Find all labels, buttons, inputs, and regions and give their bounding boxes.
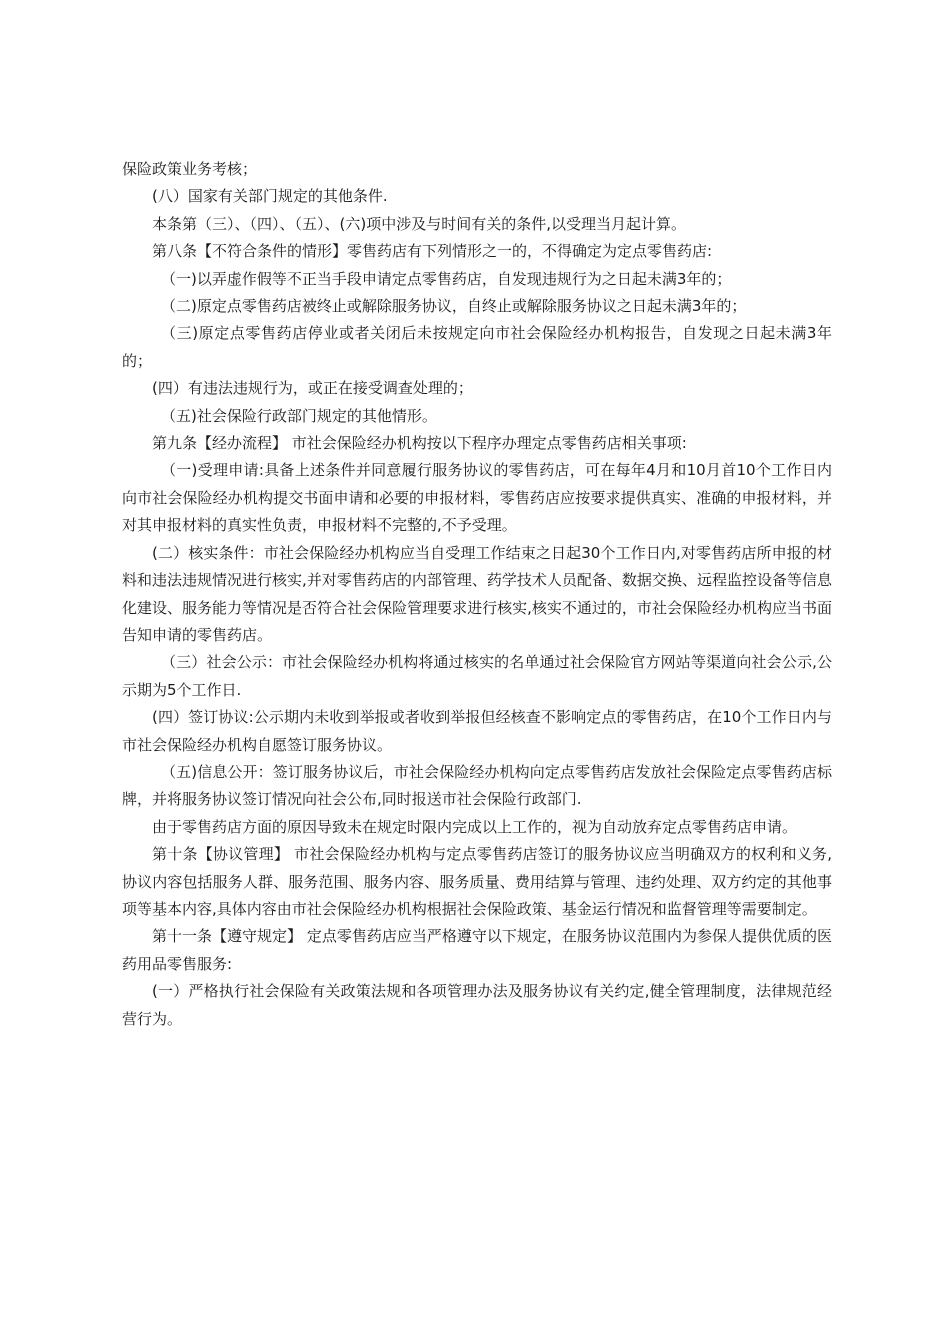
paragraph-continuation: 保险政策业务考核； [122, 160, 258, 178]
document-body [122, 156, 832, 1033]
paragraph-article-9-closing: 由于零售药店方面的原因导致未在规定时限内完成以上工作的，视为自动放弃定点零售药店申请。 [152, 817, 798, 836]
paragraph-article-9-item-2: (二）核实条件：市社会保险经办机构应当自受理工作结束之日起30个工作日内,对零售药店所申报的材料和违法违规情况进行核实,并对零售药店的内部管理、药学技术人员配备、数据交换、远程监控设备等信息化建设、服务能力等情况是否符合社会保险管理要求进行核实,核实不通过的，市社会保险经办机构应当书面告知申请的零售药店。 [122, 543, 832, 644]
paragraph-article-10: 第十条【协议管理】 市社会保险经办机构与定点零售药店签订的服务协议应当明确双方的权利和义务,协议内容包括服务人群、服务范围、服务内容、服务质量、费用结算与管理、违约处理、双方约定的其他事项等基本内容,具体内容由市社会保险经办机构根据社会保险政策、基金运行情况和监督管理等需要制定。 [122, 845, 832, 918]
paragraph-article-8-item-4: (四）有违法违规行为，或正在接受调查处理的； [152, 379, 473, 398]
paragraph-article-9-item-4: (四）签订协议:公示期内未收到举报或者收到举报但经核查不影响定点的零售药店，在10个工作日内与市社会保险经办机构自愿签订服务协议。 [122, 708, 832, 754]
paragraph-article-9-item-3: （三）社会公示：市社会保险经办机构将通过核实的名单通过社会保险官方网站等渠道向社会公示,公示期为5个工作日. [122, 653, 832, 699]
paragraph-article-8-item-1: （一)以弄虚作假等不正当手段申请定点零售药店，自发现违规行为之日起未满3年的； [161, 269, 732, 288]
paragraph-article-9-item-5: （五)信息公开：签订服务协议后，市社会保险经办机构向定点零售药店发放社会保险定点零售药店标牌，并将服务协议签订情况向社会公布,同时报送市社会保险行政部门. [122, 762, 832, 809]
paragraph-clause-8-other-conditions: (八）国家有关部门规定的其他条件. [152, 187, 388, 206]
paragraph-article-11-heading: 第十一条【遵守规定】 定点零售药店应当严格遵守以下规定，在服务协议范围内为参保人提供优质的医药用品零售服务: [122, 927, 832, 973]
paragraph-article-8-item-3: （三)原定点零售药店停业或者关闭后未按规定向市社会保险经办机构报告，自发现之日起未满3年的； [122, 324, 832, 370]
paragraph-article-11-item-1: (一）严格执行社会保险有关政策法规和各项管理办法及服务协议有关约定,健全管理制度，法律规范经营行为。 [122, 982, 832, 1028]
paragraph-article-8-item-2: （二)原定点零售药店被终止或解除服务协议，自终止或解除服务协议之日起未满3年的； [161, 297, 747, 316]
paragraph-article-9-heading: 第九条【经办流程】 市社会保险经办机构按以下程序办理定点零售药店相关事项: [152, 434, 687, 453]
paragraph-time-calculation: 本条第（三）、（四）、（五）、(六)项中涉及与时间有关的条件,以受理当月起计算。 [152, 214, 686, 233]
paragraph-article-8-item-5: （五)社会保险行政部门规定的其他情形。 [161, 406, 437, 425]
paragraph-article-8-heading: 第八条【不符合条件的情形】零售药店有下列情形之一的，不得确定为定点零售药店: [152, 242, 713, 261]
paragraph-article-9-item-1: （一)受理申请:具备上述条件并同意履行服务协议的零售药店，可在每年4月和10月首10个工作日内向市社会保险经办机构提交书面申请和必要的申报材料，零售药店应按要求提供真实、准确的申报材料，并对其申报材料的真实性负责，申报材料不完整的,不予受理。 [122, 461, 832, 535]
